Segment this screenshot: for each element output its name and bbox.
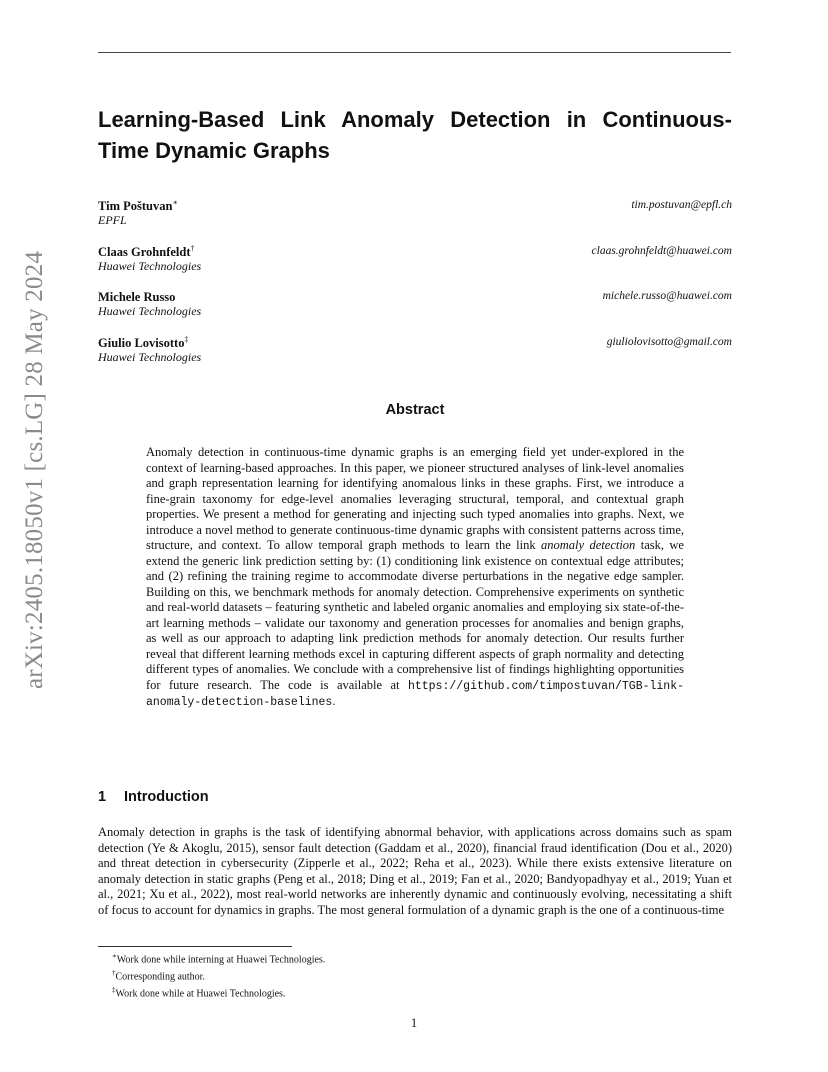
author-email[interactable]: claas.grohnfeldt@huawei.com <box>591 245 732 257</box>
abstract-heading: Abstract <box>385 402 445 418</box>
abstract-emphasis: anomaly detection <box>541 538 636 552</box>
author-name: Giulio Lovisotto‡ <box>98 335 189 351</box>
footnote: †Corresponding author. <box>112 968 205 983</box>
code-link[interactable]: https://github.com/timpostuvan/TGB-link-anomaly-detection-baselines <box>146 679 684 709</box>
footnotes <box>112 950 325 1000</box>
author-email[interactable]: tim.postuvan@epfl.ch <box>631 199 732 211</box>
arxiv-identifier-text: arXiv:2405.18050v1 [cs.LG] 28 May 2024 <box>21 250 48 690</box>
author-affiliation: Huawei Technologies <box>98 304 202 318</box>
paper-title: Learning-Based Link Anomaly Detection in Continuous-Time Dynamic Graphs <box>98 107 732 163</box>
author-name: Claas Grohnfeldt† <box>98 244 195 260</box>
author-block <box>98 335 732 367</box>
author-name: Michele Russo <box>98 290 176 305</box>
footnote: ‡Work done while at Huawei Technologies. <box>112 985 286 999</box>
header-rule <box>98 52 731 53</box>
footnote: ∗Work done while interning at Huawei Technologies. <box>112 952 326 966</box>
author-block <box>98 198 732 230</box>
author-affiliation: Huawei Technologies <box>98 259 202 273</box>
author-email[interactable]: michele.russo@huawei.com <box>602 290 732 302</box>
author-block <box>98 289 732 321</box>
author-affiliation: EPFL <box>98 213 127 227</box>
section-title: Introduction <box>124 789 209 805</box>
author-block <box>98 244 732 276</box>
introduction-text: Anomaly detection in graphs is the task of identifying abnormal behavior, with applications across domains such as spam detection (Ye & Akoglu, 2015), sensor fault detection (Gaddam et al., 2020), financial fraud identification (Dou et al., 2020) and threat detection in cybersecurity (Zipperle et al., 2022; Reha et al., 2023). While there exists extensive literature on anomaly detection in static graphs (Peng et al., 2018; Ding et al., 2019; Fan et al., 2020; Bandyopadhyay et al., 2019; Yuan et al., 2021; Xu et al., 2022), most real-world networks are inherently dynamic and continuously evolving, necessitating a shift of focus to account for dynamics in graphs. The most general formulation of a dynamic graph is the one of a continuous-time <box>98 825 732 917</box>
section-number: 1 <box>98 789 107 805</box>
author-name: Tim Poštuvan∗ <box>98 198 178 214</box>
arxiv-identifier <box>14 190 56 750</box>
page-number: 1 <box>410 1016 418 1030</box>
abstract-text: Anomaly detection in continuous-time dynamic graphs is an emerging field yet under-explored in the context of learning-based approaches. In this paper, we pioneer structured analyses of link-level anomalies and graph representation learning for identifying anomalous links in these graphs. First, we introduce a fine-grain taxonomy for edge-level anomalies leveraging structural, temporal, and contextual graph properties. We present a method for generating and injecting such typed anomalies into graphs. Next, we introduce a novel method to generate continuous-time dynamic graphs with consistent patterns across time, structure, and context. To allow temporal graph methods to learn the link anomaly detection task, we extend the generic link prediction setting by: (1) conditioning link existence on contextual edge attributes; and (2) refining the training regime to accommodate diverse perturbations in the negative edge sampler. Building on this, we benchmark methods for anomaly detection. Comprehensive experiments on synthetic and real-world datasets – featuring synthetic and labeled organic anomalies and employing six state-of-the-art learning methods – validate our taxonomy and generation processes for anomalies and benign graphs, as well as our approach to adapting link prediction methods for anomaly detection. Our results further reveal that different learning methods excel in capturing different aspects of graph normality and detecting different types of anomalies. We conclude with a comprehensive list of findings highlighting opportunities for future research. The code is available at https://github.com/timpostuvan/TGB-link-anomaly-detection-baselines. <box>146 445 684 709</box>
author-affiliation: Huawei Technologies <box>98 350 202 364</box>
section-heading <box>98 789 209 805</box>
author-email[interactable]: giuliolovisotto@gmail.com <box>606 336 732 348</box>
footnote-rule <box>98 946 292 947</box>
